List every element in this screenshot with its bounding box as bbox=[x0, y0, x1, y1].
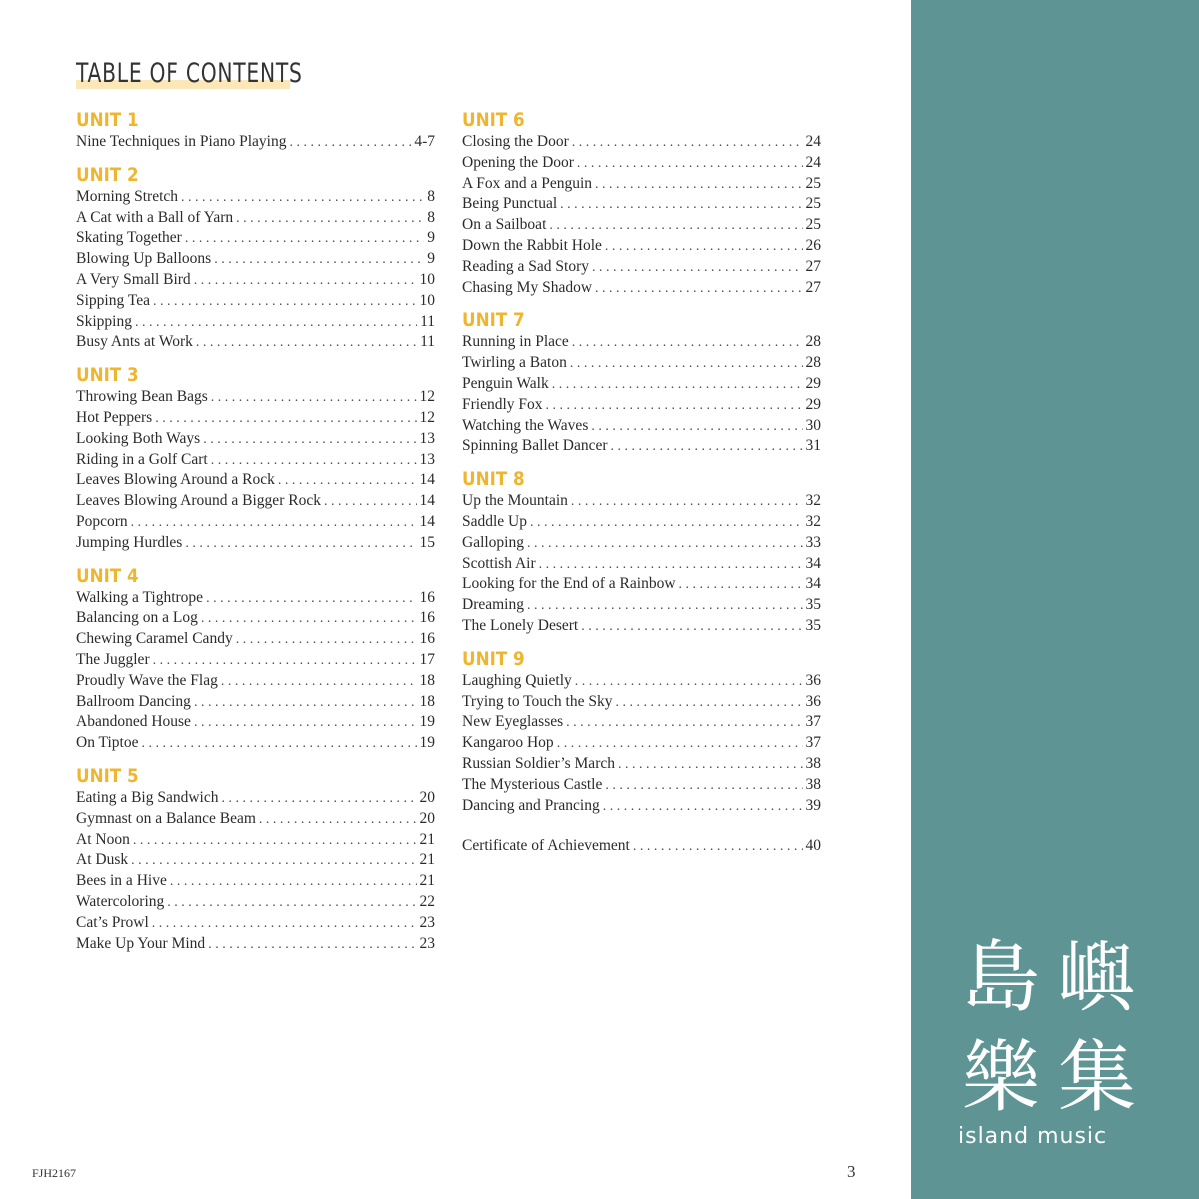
toc-entry bbox=[76, 470, 435, 491]
toc-entry bbox=[76, 387, 435, 408]
dot-leader bbox=[236, 630, 417, 650]
toc-entry bbox=[462, 353, 821, 374]
entry-page: 4-7 bbox=[414, 133, 435, 150]
unit-heading: UNIT 3 bbox=[76, 364, 139, 387]
dot-leader bbox=[570, 354, 803, 374]
dot-leader bbox=[560, 195, 802, 215]
dot-leader bbox=[592, 258, 803, 278]
unit-section bbox=[462, 647, 821, 817]
entry-page: 9 bbox=[427, 229, 435, 247]
entry-page: 34 bbox=[805, 575, 821, 593]
toc-entry bbox=[76, 892, 435, 913]
toc-entry bbox=[76, 312, 435, 333]
dot-leader bbox=[153, 292, 417, 312]
entry-page: 23 bbox=[419, 934, 435, 952]
entry-title: Up the Mountain bbox=[462, 492, 568, 510]
dot-leader bbox=[605, 776, 802, 796]
entry-title: A Very Small Bird bbox=[76, 270, 191, 288]
toc-entry bbox=[462, 174, 821, 195]
dot-leader bbox=[679, 575, 803, 595]
entry-title: Reading a Sad Story bbox=[462, 257, 589, 275]
toc-entry bbox=[76, 208, 435, 229]
dot-leader bbox=[135, 313, 417, 333]
toc-entry bbox=[462, 278, 821, 299]
dot-leader bbox=[603, 797, 803, 817]
entry-title: Leaves Blowing Around a Bigger Rock bbox=[76, 492, 321, 510]
dot-leader bbox=[611, 437, 803, 457]
dot-leader bbox=[221, 672, 417, 692]
entry-title: Penguin Walk bbox=[462, 374, 549, 392]
dot-leader bbox=[211, 388, 417, 408]
entry-page: 20 bbox=[419, 809, 435, 827]
entry-title: Skating Together bbox=[76, 229, 182, 247]
toc-entry bbox=[462, 595, 821, 616]
toc-entry bbox=[76, 850, 435, 871]
dot-leader bbox=[566, 713, 802, 733]
toc-entry bbox=[462, 194, 821, 215]
unit-section bbox=[76, 363, 435, 553]
toc-entry bbox=[76, 733, 435, 754]
entry-page: 8 bbox=[427, 208, 435, 226]
dot-leader bbox=[575, 672, 803, 692]
dot-leader bbox=[203, 430, 416, 450]
dot-leader bbox=[527, 596, 803, 616]
dot-leader bbox=[222, 789, 417, 809]
toc-entry bbox=[76, 830, 435, 851]
toc-entry bbox=[76, 512, 435, 533]
dot-leader bbox=[152, 914, 417, 934]
toc-entry bbox=[76, 629, 435, 650]
entry-page: 11 bbox=[420, 312, 435, 330]
entry-page: 11 bbox=[420, 333, 435, 351]
entry-title: New Eyeglasses bbox=[462, 713, 564, 731]
entry-title: Busy Ants at Work bbox=[76, 333, 193, 351]
entry-title: At Noon bbox=[76, 830, 130, 848]
dot-leader bbox=[131, 513, 417, 533]
entry-title: Being Punctual bbox=[462, 195, 558, 213]
entry-page: 9 bbox=[427, 250, 435, 268]
toc-entry bbox=[462, 554, 821, 575]
toc-entry bbox=[76, 712, 435, 733]
toc-entry bbox=[76, 671, 435, 692]
entry-title: Morning Stretch bbox=[76, 187, 179, 205]
toc-entry bbox=[76, 809, 435, 830]
unit-section bbox=[462, 467, 821, 637]
entry-title: Throwing Bean Bags bbox=[76, 388, 208, 406]
unit-heading: UNIT 9 bbox=[462, 647, 525, 670]
entry-title: Chewing Caramel Candy bbox=[76, 630, 233, 648]
entry-page: 35 bbox=[805, 616, 821, 634]
dot-leader bbox=[206, 589, 416, 609]
entry-page: 39 bbox=[805, 796, 821, 814]
entry-title: Galloping bbox=[462, 533, 524, 551]
entry-title: Scottish Air bbox=[462, 554, 536, 572]
unit-section bbox=[462, 108, 821, 298]
entry-title: Down the Rabbit Hole bbox=[462, 236, 602, 254]
entry-title: Friendly Fox bbox=[462, 395, 543, 413]
entry-page: 38 bbox=[805, 775, 821, 793]
entry-title: The Lonely Desert bbox=[462, 616, 579, 634]
entry-page: 28 bbox=[805, 333, 821, 351]
entry-page: 26 bbox=[805, 236, 821, 254]
unit-section bbox=[76, 108, 435, 153]
toc-column-right bbox=[462, 108, 821, 857]
dot-leader bbox=[577, 154, 803, 174]
entry-page: 19 bbox=[419, 713, 435, 731]
unit-heading: UNIT 5 bbox=[76, 764, 139, 787]
entry-page: 24 bbox=[805, 133, 821, 150]
entry-title: At Dusk bbox=[76, 851, 129, 869]
entry-title: Cat’s Prowl bbox=[76, 913, 149, 931]
entry-title: A Fox and a Penguin bbox=[462, 174, 593, 192]
dot-leader bbox=[208, 935, 416, 955]
dot-leader bbox=[289, 133, 411, 153]
toc-entry bbox=[462, 574, 821, 595]
entry-title: The Mysterious Castle bbox=[462, 775, 603, 793]
entry-title: Proudly Wave the Flag bbox=[76, 671, 218, 689]
entry-page: 29 bbox=[805, 395, 821, 413]
entry-page: 16 bbox=[419, 630, 435, 648]
toc-entry bbox=[76, 429, 435, 450]
dot-leader bbox=[618, 755, 803, 775]
toc-entry bbox=[76, 408, 435, 429]
entry-page: 16 bbox=[419, 609, 435, 627]
dot-leader bbox=[194, 271, 417, 291]
entry-title: Hot Peppers bbox=[76, 408, 153, 426]
toc-entry bbox=[462, 616, 821, 637]
entry-title: Nine Techniques in Piano Playing bbox=[76, 133, 287, 150]
unit-section bbox=[462, 308, 821, 457]
dot-leader bbox=[552, 375, 803, 395]
entry-page: 13 bbox=[419, 450, 435, 468]
entry-title: Dreaming bbox=[462, 596, 524, 614]
toc-entry bbox=[462, 395, 821, 416]
dot-leader bbox=[201, 609, 417, 629]
entry-page: 36 bbox=[805, 692, 821, 710]
dot-leader bbox=[571, 492, 803, 512]
dot-leader bbox=[194, 713, 417, 733]
toc-entry bbox=[76, 871, 435, 892]
entry-page: 18 bbox=[419, 692, 435, 710]
entry-title: Popcorn bbox=[76, 512, 128, 530]
toc-entry bbox=[76, 332, 435, 353]
entry-page: 34 bbox=[805, 554, 821, 572]
entry-title: Dancing and Prancing bbox=[462, 796, 600, 814]
toc-entry bbox=[76, 491, 435, 512]
dot-leader bbox=[167, 893, 416, 913]
entry-title: Spinning Ballet Dancer bbox=[462, 437, 608, 455]
toc-entry bbox=[76, 588, 435, 609]
dot-leader bbox=[539, 555, 803, 575]
entry-title: Sipping Tea bbox=[76, 291, 150, 309]
entry-page: 21 bbox=[419, 851, 435, 869]
entry-page: 40 bbox=[805, 837, 821, 855]
logo-char: 樂 bbox=[961, 1033, 1040, 1123]
entry-title: Make Up Your Mind bbox=[76, 934, 206, 952]
dot-leader bbox=[236, 209, 424, 229]
entry-title: On a Sailboat bbox=[462, 216, 547, 234]
toc-entry bbox=[76, 291, 435, 312]
toc-entry bbox=[76, 913, 435, 934]
entry-title: Kangaroo Hop bbox=[462, 734, 554, 752]
entry-page: 22 bbox=[419, 892, 435, 910]
entry-title: Trying to Touch the Sky bbox=[462, 692, 613, 710]
entry-title: A Cat with a Ball of Yarn bbox=[76, 208, 234, 226]
toc-entry bbox=[462, 533, 821, 554]
page-title: TABLE OF CONTENTS bbox=[76, 58, 303, 89]
toc-column-left bbox=[76, 108, 435, 964]
entry-title: Balancing on a Log bbox=[76, 609, 198, 627]
entry-page: 27 bbox=[805, 257, 821, 275]
toc-entry bbox=[462, 215, 821, 236]
entry-title: Laughing Quietly bbox=[462, 671, 572, 689]
dot-leader bbox=[595, 279, 802, 299]
unit-heading: UNIT 4 bbox=[76, 564, 139, 587]
entry-title: Saddle Up bbox=[462, 512, 528, 530]
toc-entry bbox=[462, 775, 821, 796]
toc-entry bbox=[76, 650, 435, 671]
entry-title: Blowing Up Balloons bbox=[76, 250, 212, 268]
entry-page: 33 bbox=[805, 533, 821, 551]
entry-page: 14 bbox=[419, 492, 435, 510]
dot-leader bbox=[605, 237, 803, 257]
dot-leader bbox=[153, 651, 417, 671]
entry-page: 25 bbox=[805, 216, 821, 234]
entry-page: 25 bbox=[805, 174, 821, 192]
toc-entry bbox=[76, 450, 435, 471]
dot-leader bbox=[181, 188, 424, 208]
entry-page: 12 bbox=[419, 388, 435, 406]
entry-page: 14 bbox=[419, 471, 435, 489]
dot-leader bbox=[633, 837, 803, 857]
entry-page: 8 bbox=[427, 187, 435, 205]
entry-title: Certificate of Achievement bbox=[462, 837, 630, 855]
entry-page: 24 bbox=[805, 153, 821, 171]
certificate-entry bbox=[462, 836, 821, 857]
entry-page: 10 bbox=[419, 270, 435, 288]
toc-entry bbox=[462, 712, 821, 733]
entry-title: On Tiptoe bbox=[76, 734, 139, 752]
dot-leader bbox=[324, 492, 417, 512]
entry-page: 32 bbox=[805, 492, 821, 510]
dot-leader bbox=[549, 216, 802, 236]
entry-page: 36 bbox=[805, 671, 821, 689]
entry-page: 25 bbox=[805, 195, 821, 213]
dot-leader bbox=[581, 617, 802, 637]
entry-title: Watercoloring bbox=[76, 892, 165, 910]
toc-entry bbox=[76, 788, 435, 809]
toc-entry bbox=[76, 692, 435, 713]
entry-page: 16 bbox=[419, 588, 435, 606]
dot-leader bbox=[170, 872, 417, 892]
entry-page: 18 bbox=[419, 671, 435, 689]
catalog-code: FJH2167 bbox=[32, 1166, 77, 1180]
logo-characters bbox=[958, 928, 1148, 1128]
entry-title: Running in Place bbox=[462, 333, 569, 351]
entry-title: Opening the Door bbox=[462, 153, 574, 171]
entry-title: Looking for the End of a Rainbow bbox=[462, 575, 676, 593]
entry-page: 32 bbox=[805, 512, 821, 530]
entry-title: Bees in a Hive bbox=[76, 872, 167, 890]
dot-leader bbox=[133, 831, 417, 851]
entry-page: 30 bbox=[805, 416, 821, 434]
entry-page: 37 bbox=[805, 713, 821, 731]
dot-leader bbox=[259, 810, 417, 830]
toc-entry bbox=[76, 187, 435, 208]
entry-page: 13 bbox=[419, 429, 435, 447]
toc-entry bbox=[462, 796, 821, 817]
entry-title: Leaves Blowing Around a Rock bbox=[76, 471, 275, 489]
entry-title: Abandoned House bbox=[76, 713, 191, 731]
dot-leader bbox=[546, 396, 803, 416]
toc-entry bbox=[76, 249, 435, 270]
dot-leader bbox=[155, 409, 416, 429]
unit-heading: UNIT 2 bbox=[76, 163, 139, 186]
toc-entry bbox=[462, 257, 821, 278]
toc-entry bbox=[76, 228, 435, 249]
toc-entry bbox=[462, 416, 821, 437]
entry-page: 14 bbox=[419, 512, 435, 530]
unit-section bbox=[76, 163, 435, 353]
entry-page: 17 bbox=[419, 650, 435, 668]
dot-leader bbox=[211, 451, 417, 471]
dot-leader bbox=[616, 693, 803, 713]
entry-title: Russian Soldier’s March bbox=[462, 754, 615, 772]
toc-entry bbox=[462, 733, 821, 754]
dot-leader bbox=[131, 851, 416, 871]
dot-leader bbox=[527, 534, 803, 554]
entry-page: 28 bbox=[805, 354, 821, 372]
entry-page: 21 bbox=[419, 872, 435, 890]
entry-title: Walking a Tightrope bbox=[76, 588, 204, 606]
toc-entry bbox=[462, 332, 821, 353]
entry-title: Looking Both Ways bbox=[76, 429, 201, 447]
entry-title: Gymnast on a Balance Beam bbox=[76, 809, 256, 827]
entry-title: The Juggler bbox=[76, 650, 150, 668]
entry-page: 12 bbox=[419, 408, 435, 426]
toc-entry bbox=[462, 754, 821, 775]
dot-leader bbox=[278, 471, 417, 491]
unit-heading: UNIT 8 bbox=[462, 468, 525, 491]
island-music-logo bbox=[958, 928, 1148, 1158]
entry-title: Twirling a Baton bbox=[462, 354, 567, 372]
entry-title: Jumping Hurdles bbox=[76, 533, 183, 551]
unit-heading: UNIT 1 bbox=[76, 109, 139, 131]
entry-title: Watching the Waves bbox=[462, 416, 589, 434]
logo-char: 集 bbox=[1057, 1033, 1136, 1123]
toc-entry bbox=[462, 236, 821, 257]
page-number: 3 bbox=[847, 1162, 856, 1181]
entry-page: 29 bbox=[805, 374, 821, 392]
dot-leader bbox=[595, 175, 802, 195]
logo-char: 島 bbox=[961, 933, 1040, 1023]
entry-page: 31 bbox=[805, 437, 821, 455]
dot-leader bbox=[185, 534, 416, 554]
entry-page: 38 bbox=[805, 754, 821, 772]
toc-entry bbox=[462, 374, 821, 395]
entry-page: 20 bbox=[419, 788, 435, 806]
toc-entry bbox=[462, 512, 821, 533]
entry-page: 19 bbox=[419, 734, 435, 752]
dot-leader bbox=[196, 333, 417, 353]
toc-entry bbox=[462, 436, 821, 457]
dot-leader bbox=[572, 333, 803, 353]
unit-section bbox=[76, 764, 435, 954]
toc-entry bbox=[76, 270, 435, 291]
entry-title: Ballroom Dancing bbox=[76, 692, 191, 710]
entry-page: 37 bbox=[805, 734, 821, 752]
entry-page: 23 bbox=[419, 913, 435, 931]
entry-title: Skipping bbox=[76, 312, 132, 330]
entry-page: 27 bbox=[805, 278, 821, 296]
dot-leader bbox=[214, 250, 424, 270]
entry-title: Eating a Big Sandwich bbox=[76, 788, 219, 806]
toc-entry bbox=[76, 934, 435, 955]
toc-entry bbox=[462, 671, 821, 692]
entry-page: 15 bbox=[419, 533, 435, 551]
unit-heading: UNIT 6 bbox=[462, 109, 525, 131]
entry-title: Chasing My Shadow bbox=[462, 278, 593, 296]
entry-page: 10 bbox=[419, 291, 435, 309]
logo-char: 嶼 bbox=[1057, 933, 1136, 1023]
toc-entry bbox=[76, 132, 435, 153]
dot-leader bbox=[557, 734, 803, 754]
toc-entry bbox=[462, 491, 821, 512]
unit-section bbox=[76, 564, 435, 754]
toc-entry bbox=[76, 533, 435, 554]
entry-page: 35 bbox=[805, 596, 821, 614]
toc-entry bbox=[462, 692, 821, 713]
entry-title: Riding in a Golf Cart bbox=[76, 450, 208, 468]
dot-leader bbox=[530, 513, 802, 533]
entry-title: Closing the Door bbox=[462, 133, 569, 150]
dot-leader bbox=[141, 734, 416, 754]
toc-entry bbox=[462, 132, 821, 153]
toc-entry bbox=[76, 608, 435, 629]
dot-leader bbox=[572, 133, 803, 153]
logo-wordmark: island music bbox=[958, 1124, 1108, 1149]
dot-leader bbox=[185, 229, 424, 249]
dot-leader bbox=[591, 417, 802, 437]
entry-page: 21 bbox=[419, 830, 435, 848]
toc-entry bbox=[462, 153, 821, 174]
dot-leader bbox=[194, 693, 417, 713]
unit-heading: UNIT 7 bbox=[462, 309, 525, 332]
